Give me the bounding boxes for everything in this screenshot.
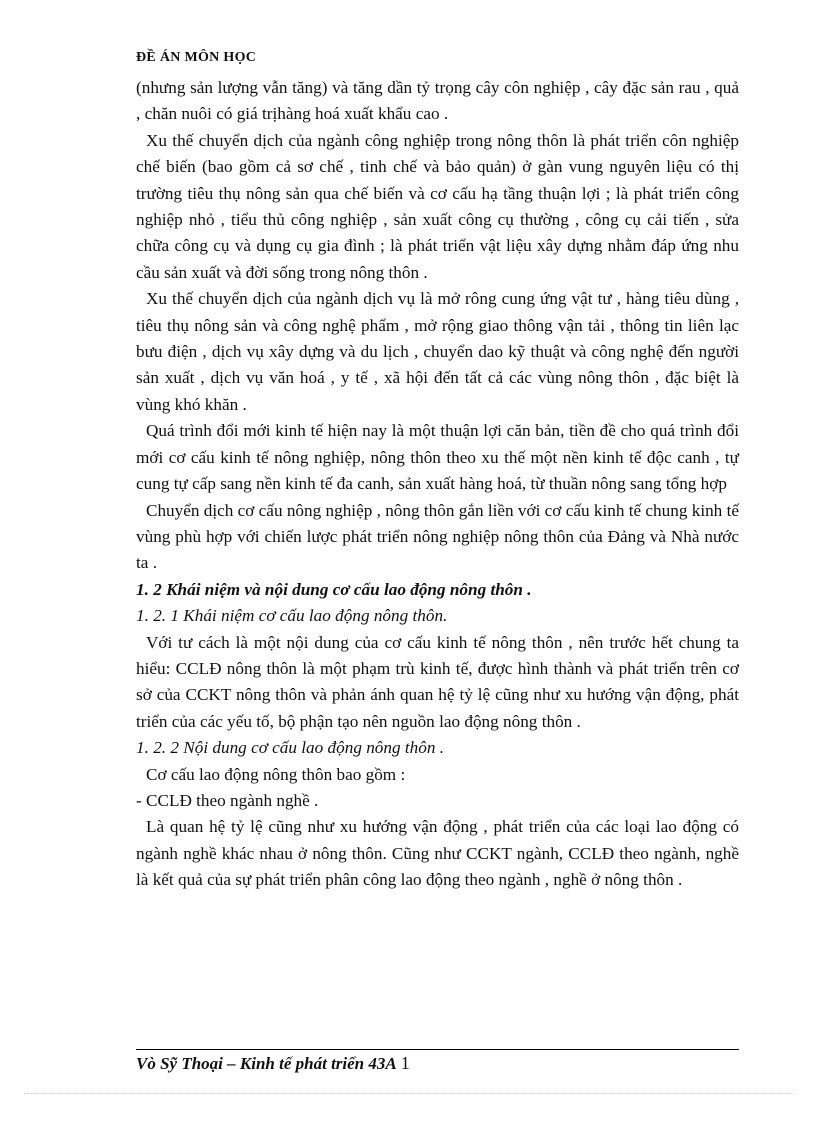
section-heading: 1. 2 Khái niệm và nội dung cơ cấu lao động nông thôn . (136, 579, 532, 599)
footer-divider (136, 1049, 739, 1050)
paragraph: Cơ cấu lao động nông thôn bao gồm : (146, 764, 406, 784)
list-item: - CCLĐ theo ngành nghề . (136, 790, 319, 810)
page-number: 1 (400, 1053, 410, 1073)
document-footer (136, 1053, 410, 1074)
paragraph: Là quan hệ tỷ lệ cũng như xu hướng vận động , phát triển của các loại lao động có ngành nghề khác nhau ở nông thôn. Cũng như CCKT ngành, CCLĐ theo ngành, nghề là kết quả của sự phát triển phân công lao động theo ngành , nghề ở nông thôn . (136, 817, 739, 890)
paragraph: (nhưng sản lượng vẫn tăng) và tăng dần tỷ trọng cây côn nghiệp , cây đặc sản rau , quả , chăn nuôi có giá trịhàng hoá xuất khẩu cao . (136, 78, 739, 124)
document-header: ĐỀ ÁN MÔN HỌC (136, 50, 257, 65)
document-body (136, 75, 739, 894)
paragraph: Xu thế chuyển dịch của ngành dịch vụ là mở rông cung ứng vật tư , hàng tiêu dùng , tiêu thụ nông sản và công nghệ phẩm , mở rộng giao thông vận tải , thông tin liên lạc bưu điện , dịch vụ xây dựng và du lịch , chuyển dao kỹ thuật và công nghệ đến người sản xuất , dịch vụ văn hoá , y tế , xã hội đến tất cả các vùng nông thôn , đặc biệt là vùng khó khăn . (136, 289, 739, 414)
paragraph: Với tư cách là một nội dung của cơ cấu kinh tế nông thôn , nên trước hết chung ta hiểu: CCLĐ nông thôn là một phạm trù kinh tế, được hình thành và phát triển trên cơ sở của CCKT nông thôn và phản ánh quan hệ tỷ lệ cũng như xu hướng vận động, phát triển của các yếu tố, bộ phận tạo nên nguồn lao động nông thôn . (136, 632, 739, 731)
subsection-heading: 1. 2. 2 Nội dung cơ cấu lao động nông thôn . (136, 738, 445, 758)
paragraph: Quá trình đổi mới kinh tế hiện nay là một thuận lợi căn bản, tiền đề cho quá trình đổi mới cơ cấu kinh tế nông nghiệp, nông thôn theo xu thế một nền kinh tế độc canh , tự cung tự cấp sang nền kinh tế đa canh, sản xuất hàng hoá, từ thuần nông sang tổng hợp (136, 421, 739, 494)
paragraph: Chuyển dịch cơ cấu nông nghiệp , nông thôn gắn liền với cơ cấu kinh tế chung kinh tế vùng phù hợp với chiến lược phát triển nông nghiệp nông thôn của Đảng và Nhà nước ta . (136, 500, 739, 573)
paragraph: Xu thế chuyển dịch của ngành công nghiệp trong nông thôn là phát triển côn nghiệp chế biến (bao gồm cả sơ chế , tinh chế và bảo quản) ở gàn vung nguyên liệu có thị trường tiêu thụ nông sản qua chế biến và cơ cấu hạ tầng thuận lợi ; là phát triển công nghiệp nhỏ , tiểu thủ công nghiệp , sản xuất công cụ thường , công cụ cải tiến , sửa chữa công cụ và dụng cụ gia đình ; là phát triển vật liệu xây dựng nhằm đáp ứng nhu cầu sản xuất và đời sống trong nông thôn . (136, 130, 739, 282)
subsection-heading: 1. 2. 1 Khái niệm cơ cấu lao động nông thôn. (136, 606, 448, 626)
page-boundary (24, 1093, 794, 1094)
footer-author: Vò Sỹ Thoại – Kinh tế phát triển 43A (136, 1054, 397, 1073)
